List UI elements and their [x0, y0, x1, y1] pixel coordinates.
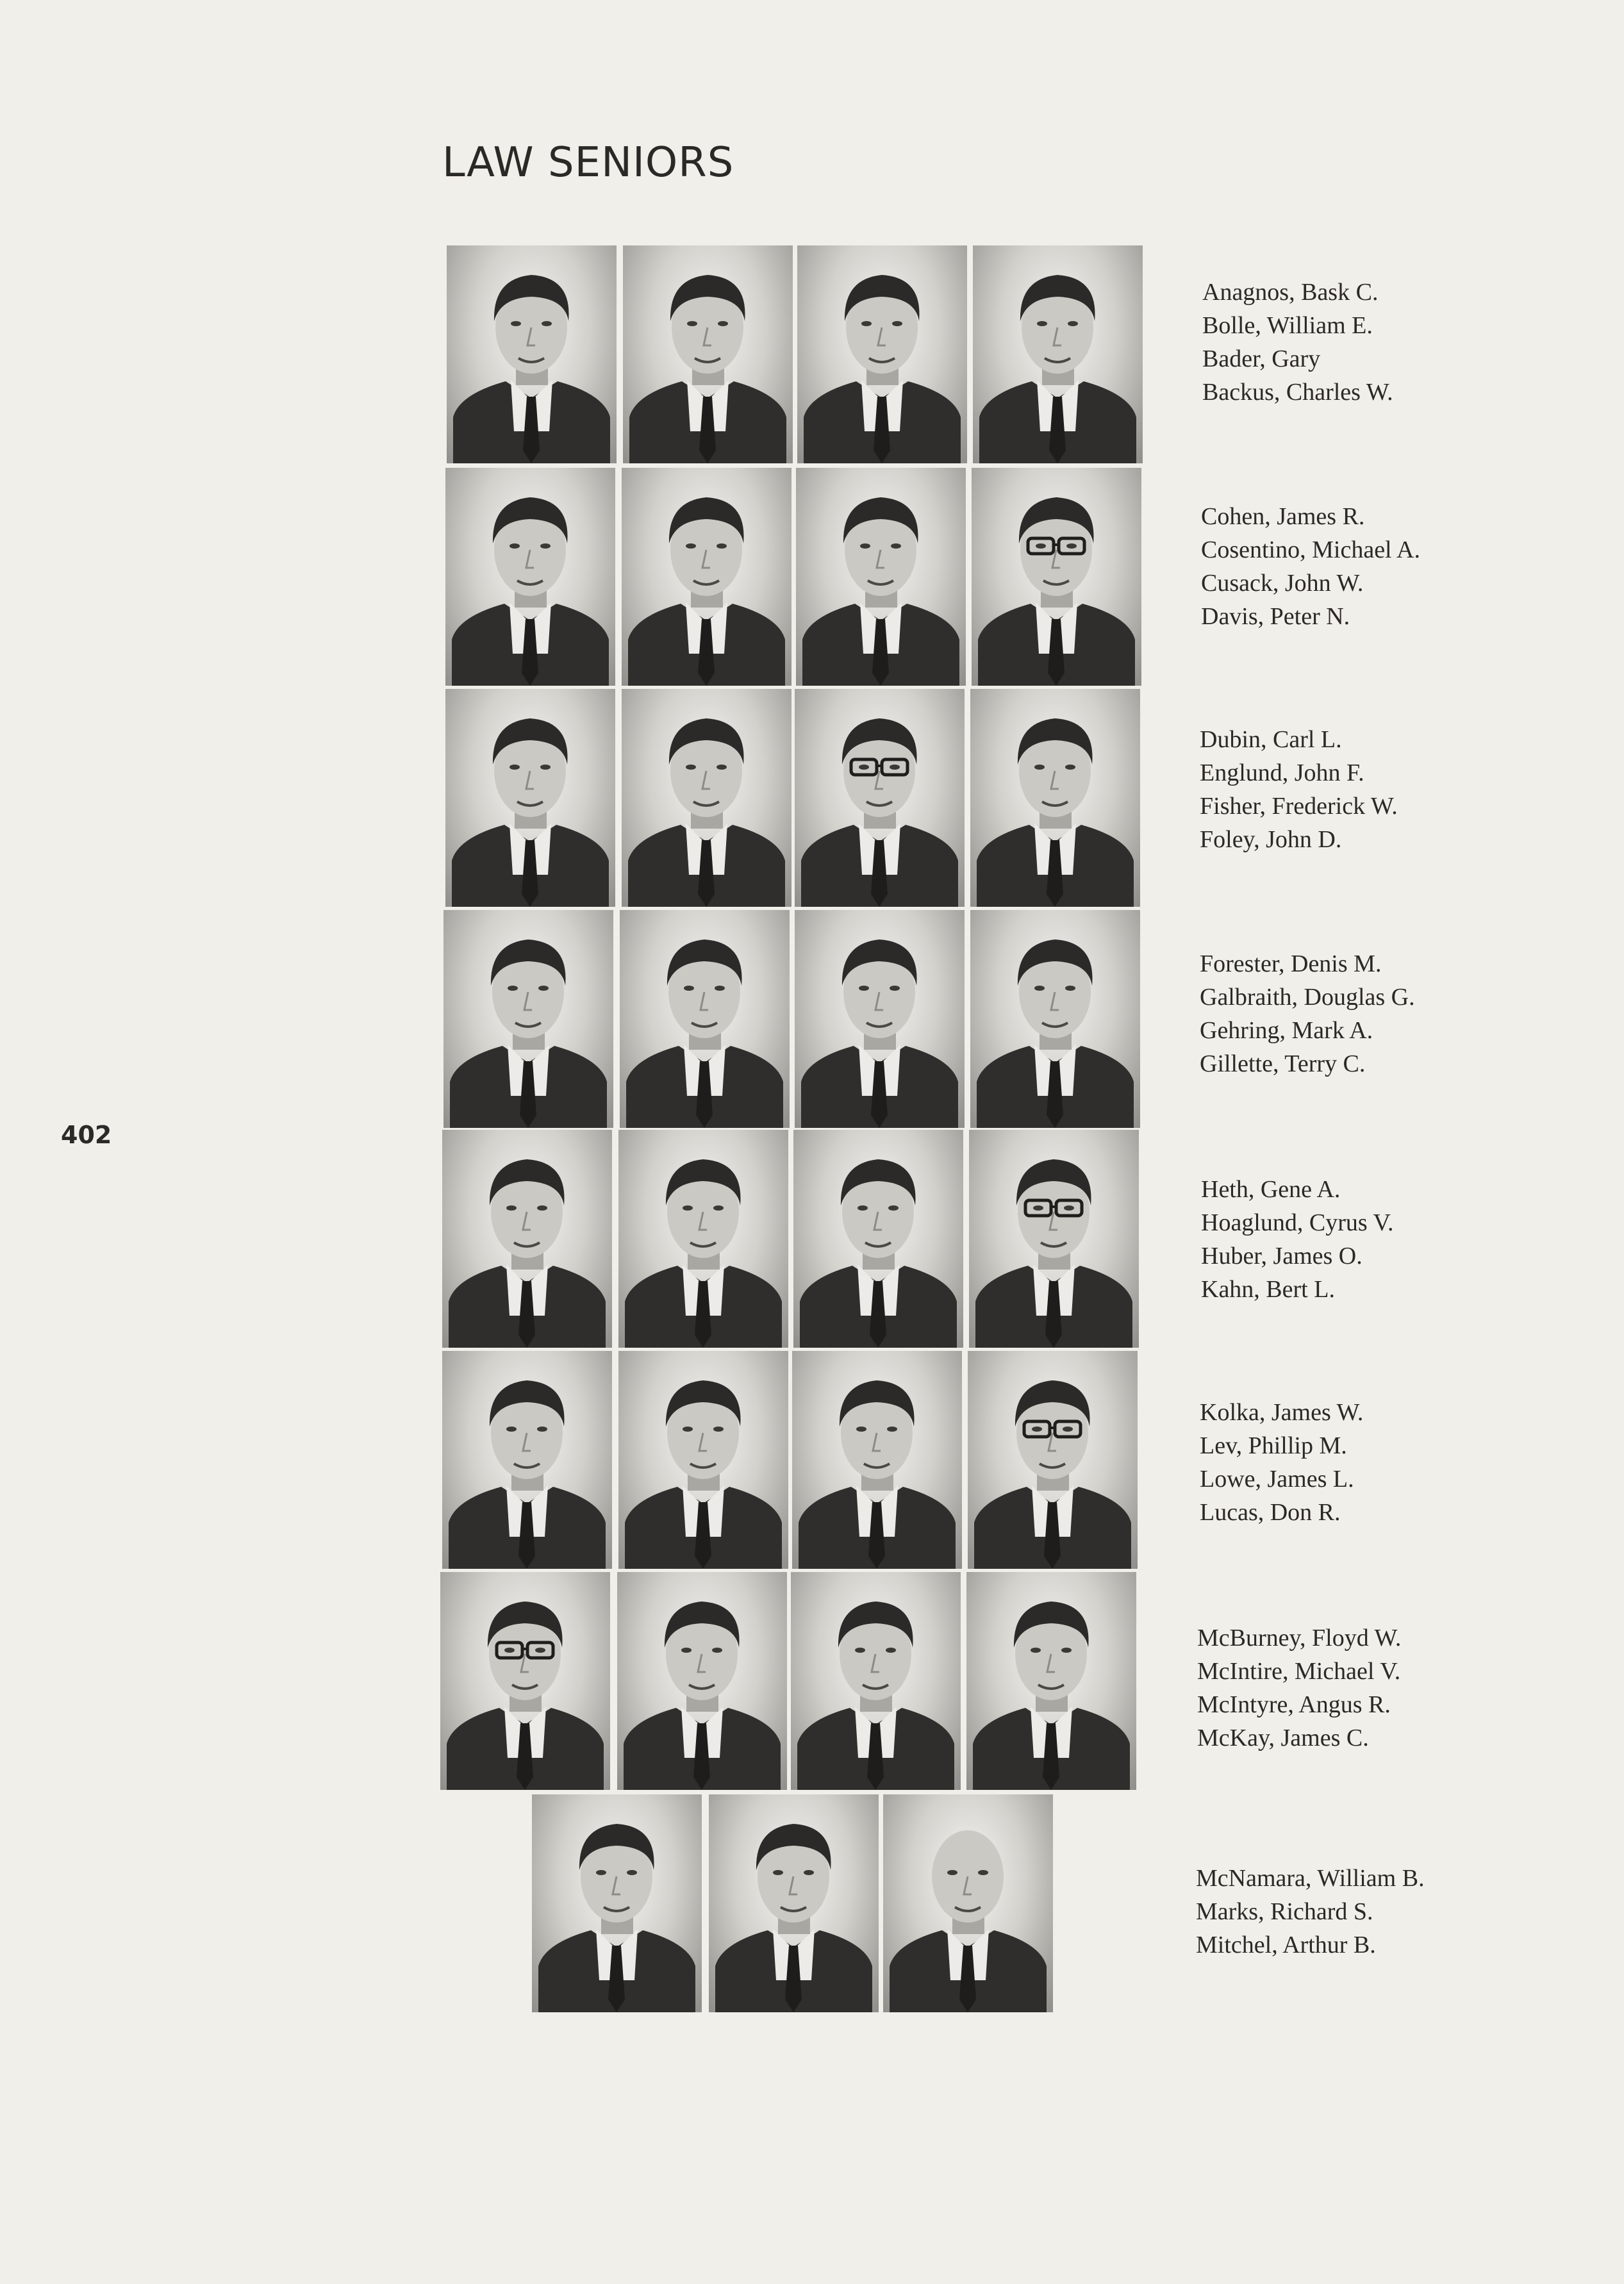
student-name: Cusack, John W.: [1201, 570, 1364, 597]
student-name: McNamara, William B.: [1196, 1865, 1425, 1892]
portrait-hoaglund: [618, 1130, 788, 1348]
student-name: Gehring, Mark A.: [1200, 1017, 1373, 1044]
student-name: McKay, James C.: [1197, 1725, 1369, 1751]
photo-row: [0, 1351, 1154, 1569]
name-list: [1201, 500, 1420, 633]
portrait-kolka: [442, 1351, 612, 1569]
name-list: [1196, 1862, 1425, 1962]
name-list: [1200, 723, 1398, 856]
portrait-bolle: [623, 245, 793, 463]
photo-row: [0, 468, 1154, 686]
student-name: Forester, Denis M.: [1200, 950, 1382, 977]
student-name: McIntyre, Angus R.: [1197, 1691, 1391, 1718]
name-list: [1197, 1621, 1401, 1755]
photo-row: [0, 1572, 1154, 1790]
photo-row: [0, 1130, 1154, 1348]
portrait-galbraith: [620, 910, 790, 1128]
photo-row: [0, 910, 1154, 1128]
portrait-forester: [443, 910, 613, 1128]
student-name: Mitchel, Arthur B.: [1196, 1932, 1376, 1958]
student-name: Dubin, Carl L.: [1200, 726, 1342, 753]
student-name: Galbraith, Douglas G.: [1200, 984, 1415, 1011]
student-name: Fisher, Frederick W.: [1200, 793, 1398, 820]
portrait-cohen: [445, 468, 615, 686]
portrait-mitchel: [883, 1794, 1053, 2012]
student-name: Heth, Gene A.: [1201, 1176, 1341, 1203]
student-name: Lev, Phillip M.: [1200, 1432, 1347, 1459]
photo-row: [0, 1794, 1154, 2012]
portrait-davis: [972, 468, 1141, 686]
student-name: Davis, Peter N.: [1201, 603, 1350, 630]
portrait-gillette: [970, 910, 1140, 1128]
student-name: Hoaglund, Cyrus V.: [1201, 1209, 1394, 1236]
student-name: Kolka, James W.: [1200, 1399, 1364, 1426]
student-name: Lowe, James L.: [1200, 1466, 1354, 1493]
student-name: Cohen, James R.: [1201, 503, 1365, 530]
portrait-gehring: [795, 910, 965, 1128]
student-name: Marks, Richard S.: [1196, 1898, 1373, 1925]
student-name: Lucas, Don R.: [1200, 1499, 1341, 1526]
portrait-dubin: [445, 689, 615, 907]
student-name: Gillette, Terry C.: [1200, 1050, 1366, 1077]
student-name: McIntire, Michael V.: [1197, 1658, 1401, 1685]
student-name: Bader, Gary: [1202, 345, 1321, 372]
page-number: 402: [61, 1121, 112, 1149]
portrait-kahn: [969, 1130, 1139, 1348]
portrait-mcnamara: [532, 1794, 702, 2012]
portrait-lucas: [968, 1351, 1138, 1569]
name-list: [1200, 947, 1415, 1080]
portrait-mcintire: [617, 1572, 787, 1790]
name-list: [1202, 276, 1393, 409]
portrait-lowe: [792, 1351, 962, 1569]
student-name: McBurney, Floyd W.: [1197, 1625, 1402, 1651]
student-name: Foley, John D.: [1200, 826, 1342, 853]
page-title: LAW SENIORS: [442, 139, 734, 186]
portrait-marks: [709, 1794, 879, 2012]
name-list: [1201, 1173, 1394, 1306]
student-name: Cosentino, Michael A.: [1201, 536, 1420, 563]
student-name: Bolle, William E.: [1202, 312, 1373, 339]
photo-row: [0, 245, 1154, 463]
portrait-mcburney: [440, 1572, 610, 1790]
portrait-anagnos: [447, 245, 617, 463]
portrait-backus: [973, 245, 1143, 463]
photo-row: [0, 689, 1154, 907]
student-name: Anagnos, Bask C.: [1202, 279, 1379, 306]
portrait-cosentino: [622, 468, 791, 686]
portrait-foley: [970, 689, 1140, 907]
portrait-mckay: [966, 1572, 1136, 1790]
portrait-englund: [622, 689, 791, 907]
student-name: Englund, John F.: [1200, 759, 1364, 786]
student-name: Huber, James O.: [1201, 1243, 1363, 1270]
name-list: [1200, 1396, 1363, 1529]
portrait-heth: [442, 1130, 612, 1348]
portrait-lev: [618, 1351, 788, 1569]
student-name: Backus, Charles W.: [1202, 379, 1393, 406]
portrait-fisher: [795, 689, 965, 907]
portrait-cusack: [796, 468, 966, 686]
student-name: Kahn, Bert L.: [1201, 1276, 1335, 1303]
portrait-huber: [793, 1130, 963, 1348]
portrait-bader: [797, 245, 967, 463]
portrait-mcintyre: [791, 1572, 961, 1790]
